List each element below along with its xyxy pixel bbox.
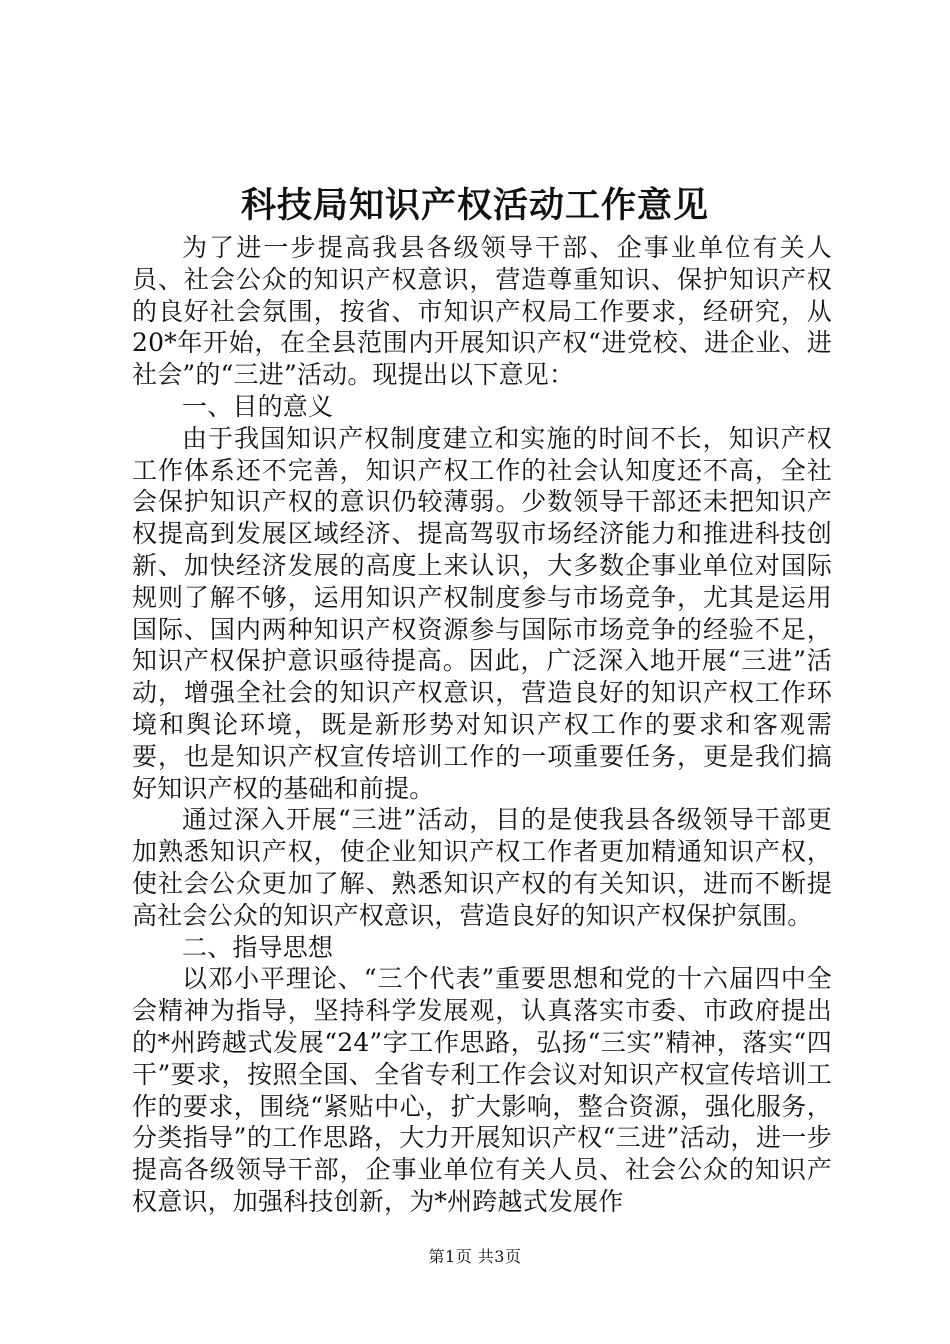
page-number-footer: 第1页 共3页 bbox=[428, 1247, 522, 1266]
paragraph-purpose-1: 由于我国知识产权制度建立和实施的时间不长，知识产权工作体系还不完善，知识产权工作的社会认知度还不高，全社会保护知识产权的意识仍较薄弱。少数领导干部还未把知识产权提高到发展区域经济、提高驾驭市场经济能力和推进科技创新、加快经济发展的高度上来认识，大多数企事业单位对国际规则了解不够，运用知识产权制度参与市场竞争，尤其是运用国际、国内两种知识产权资源参与国际市场竞争的经验不足，知识产权保护意识亟待提高。因此，广泛深入地开展“三进”活动，增强全社会的知识产权意识，营造良好的知识产权工作环境和舆论环境，既是新形势对知识产权工作的要求和客观需要，也是知识产权宣传培训工作的一项重要任务，更是我们搞好知识产权的基础和前提。 bbox=[132, 423, 832, 803]
paragraph-guidance: 以邓小平理论、“三个代表”重要思想和党的十六届四中全会精神为指导，坚持科学发展观，认真落实市委、市政府提出的*州跨越式发展“24”字工作思路，弘扬“三实”精神，落实“四干”要求，按照全国、全省专利工作会议对知识产权宣传培训工作的要求，围绕“紧贴中心，扩大影响，整合资源，强化服务，分类指导”的工作思路，大力开展知识产权“三进”活动，进一步提高各级领导干部，企事业单位有关人员、社会公众的知识产权意识，加强科技创新，为*州跨越式发展作 bbox=[132, 964, 832, 1216]
section-heading-purpose: 一、目的意义 bbox=[182, 391, 334, 421]
paragraph-purpose-2: 通过深入开展“三进”活动，目的是使我县各级领导干部更加熟悉知识产权，使企业知识产权工作者更加精通知识产权，使社会公众更加了解、熟悉知识产权的有关知识，进而不断提高社会公众的知识产权意识，营造良好的知识产权保护氛围。 bbox=[132, 805, 832, 930]
section-heading-guidance: 二、指导思想 bbox=[182, 932, 334, 962]
document-title: 科技局知识产权活动工作意见 bbox=[240, 185, 709, 226]
document-body bbox=[132, 232, 832, 1218]
paragraph-intro: 为了进一步提高我县各级领导干部、企事业单位有关人员、社会公众的知识产权意识，营造尊重知识、保护知识产权的良好社会氛围，按省、市知识产权局工作要求，经研究，从20*年开始，在全县范围内开展知识产权“进党校、进企业、进社会”的“三进”活动。现提出以下意见： bbox=[132, 233, 832, 390]
